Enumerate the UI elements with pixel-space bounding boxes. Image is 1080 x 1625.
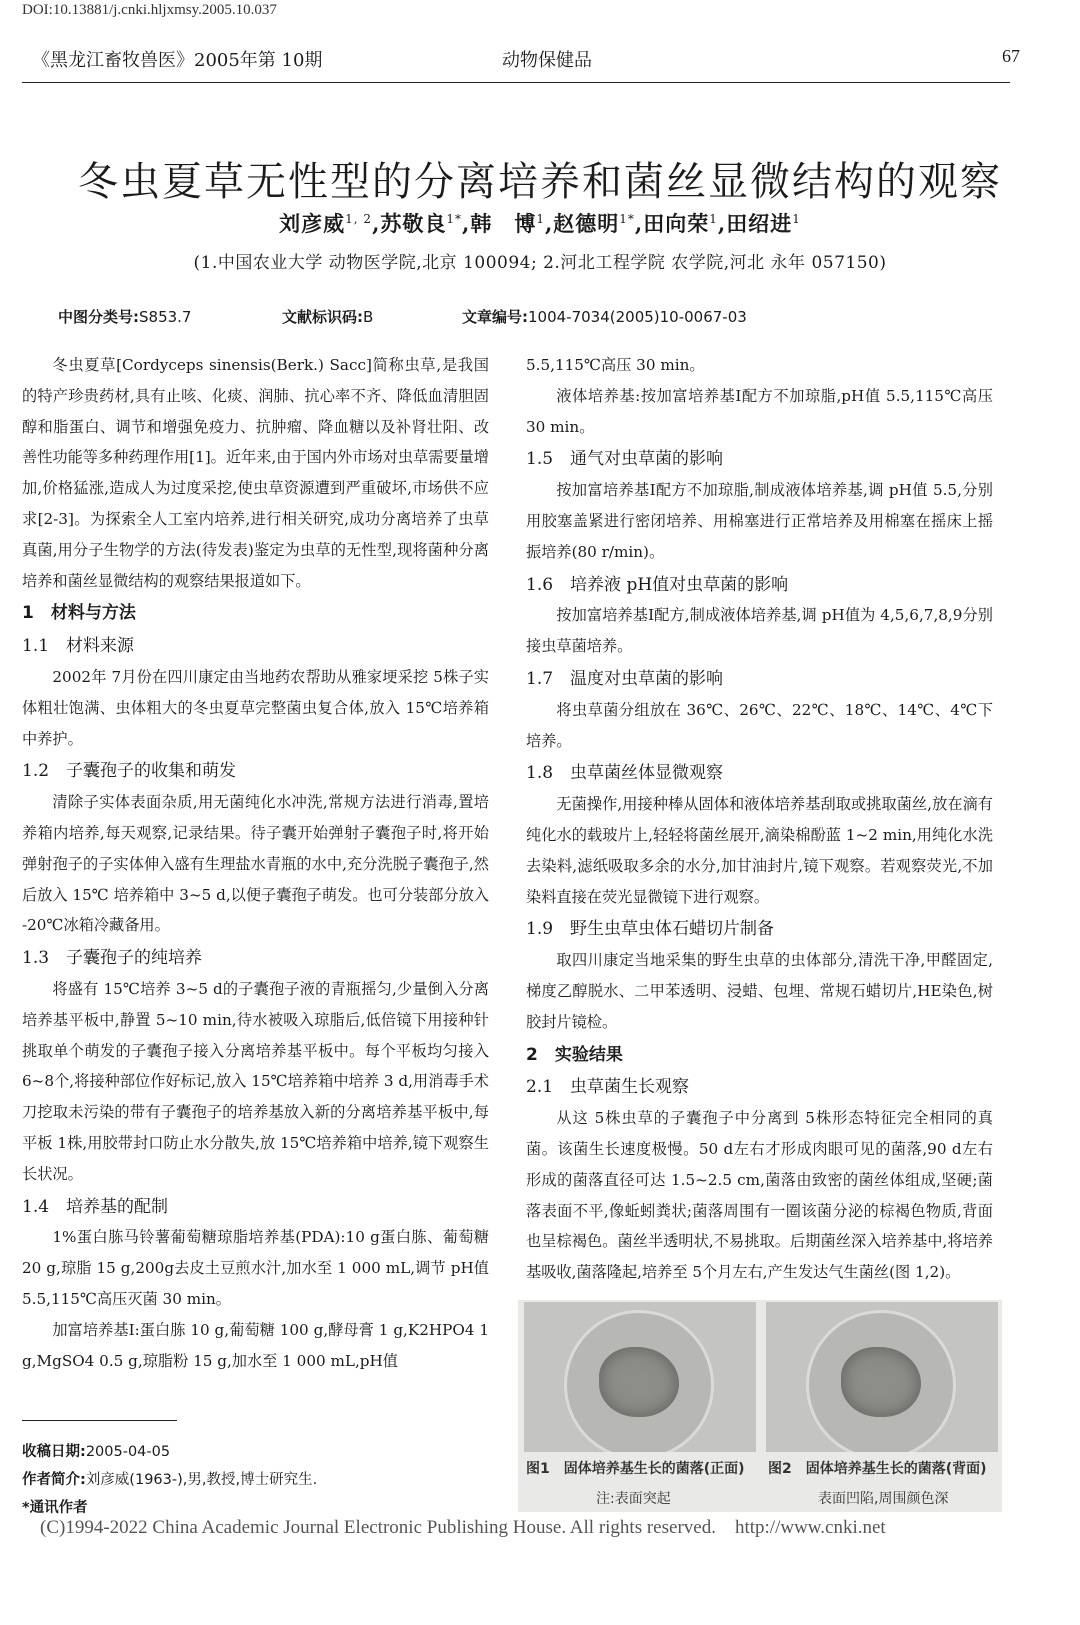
author-name: 赵德明 bbox=[553, 211, 620, 236]
received-value: 2005-04-05 bbox=[85, 1444, 171, 1460]
subsection-heading: 1.7 温度对虫草菌的影响 bbox=[526, 668, 724, 689]
footnotes bbox=[22, 1438, 317, 1522]
section-name: 动物保健品 bbox=[502, 50, 592, 71]
corresponding-author: *通讯作者 bbox=[22, 1500, 88, 1516]
art-value: 1004-7034(2005)10-0067-03 bbox=[528, 308, 747, 326]
body-paragraph: 2002年 7月份在四川康定由当地药农帮助从雅家埂采挖 5株子实体粗壮饱满、虫体粗大的冬虫夏草完整菌虫复合体,放入 15℃培养箱中养护。 bbox=[22, 667, 489, 748]
author-list: 刘彦威$^{1, 2}$,苏敬良$^{1*}$,韩 博$^1$,赵德明$^{1*}$,田向荣$^1$,田绍进$^1$ bbox=[279, 211, 801, 236]
subsection-heading: 1.6 培养液 pH值对虫草菌的影响 bbox=[526, 574, 789, 595]
doc-code bbox=[282, 306, 373, 327]
doc-value: B bbox=[363, 308, 374, 326]
author-affil-mark: 1* bbox=[619, 212, 635, 226]
figure-note: 表面凹陷,周围颜色深 bbox=[818, 1491, 949, 1507]
subsection-heading: 2.1 虫草菌生长观察 bbox=[526, 1077, 690, 1098]
petri-dish bbox=[564, 1310, 714, 1452]
doi-line: DOI:10.13881/j.cnki.hljxmsy.2005.10.037 bbox=[22, 2, 277, 18]
doc-label: 文献标识码: bbox=[282, 308, 363, 326]
figure-caption: 图1 固体培养基生长的菌落(正面) bbox=[526, 1461, 745, 1477]
author-bio bbox=[22, 1466, 317, 1494]
author-affil-mark: 1 bbox=[709, 212, 718, 226]
received-date bbox=[22, 1438, 317, 1466]
body-paragraph: 将盛有 15℃培养 3~5 d的子囊孢子液的青瓶摇匀,少量倒入分离培养基平板中,静置 5~10 min,待水被吸入琼脂后,低倍镜下用接种针挑取单个萌发的子囊孢子接入分离培养基平板中。每个平板均匀接入 6~8个,将接种部位作好标记,放入 15℃培养箱中培养 3 d,用消毒手术刀挖取未污染的带有子囊孢子的培养基放入新的分离培养基平板中,每平板 1株,用胶带封口防止水分散失,放 15℃培养箱中培养,镜下观察生长状况。 bbox=[22, 979, 489, 1183]
intro-paragraph: 冬虫夏草[Cordyceps sinensis(Berk.) Sacc]简称虫草,是我国的特产珍贵药材,具有止咳、化痰、润肺、抗心率不齐、降低血清胆固醇和脂蛋白、调节和增强免疫力、抗肿瘤、降血糖以及补肾壮阳、改善性功能等多种药理作用[1]。近年来,由于国内外市场对虫草需要量增加,价格猛涨,造成人为过度采挖,使虫草资源遭到严重破坏,市场供不应求[2-3]。为探索全人工室内培养,进行相关研究,成功分离培养了虫草真菌,用分子生物学的方法(待发表)鉴定为虫草的无性型,现将菌种分离培养和菌丝显微结构的观察结果报道如下。 bbox=[22, 356, 489, 590]
subsection-heading: 1.1 材料来源 bbox=[22, 636, 135, 657]
section-heading: 1 材料与方法 bbox=[22, 603, 136, 624]
body-paragraph: 1%蛋白胨马铃薯葡萄糖琼脂培养基(PDA):10 g蛋白胨、葡萄糖 20 g,琼脂 15 g,200g去皮土豆煎水汁,加水至 1 000 mL,调节 pH值 5.5,115℃高压灭菌 30 min。 bbox=[22, 1228, 489, 1308]
figure-note: 注:表面突起 bbox=[596, 1491, 671, 1507]
author-bio-value: 刘彦威(1963-),男,教授,博士研究生. bbox=[85, 1472, 318, 1488]
subsection-heading: 1.8 虫草菌丝体显微观察 bbox=[526, 763, 724, 784]
body-paragraph: 将虫草菌分组放在 36℃、26℃、22℃、18℃、14℃、4℃下培养。 bbox=[526, 700, 993, 750]
colony bbox=[599, 1347, 679, 1417]
author-name: 韩 博 bbox=[470, 211, 537, 236]
subsection-heading: 1.9 野生虫草虫体石蜡切片制备 bbox=[526, 919, 775, 940]
clc-label: 中图分类号: bbox=[58, 308, 139, 326]
article-number bbox=[462, 306, 747, 327]
subsection-heading: 1.3 子囊孢子的纯培养 bbox=[22, 948, 203, 969]
received-label: 收稿日期: bbox=[22, 1444, 86, 1460]
author-name: 苏敬良 bbox=[380, 211, 447, 236]
article-title: 冬虫夏草无性型的分离培养和菌丝显微结构的观察 bbox=[78, 159, 1002, 205]
body-paragraph: 5.5,115℃高压 30 min。 bbox=[526, 356, 705, 374]
author-affil-mark: 1* bbox=[446, 212, 463, 226]
author-name: 田绍进 bbox=[726, 211, 793, 236]
footnote-rule bbox=[22, 1420, 177, 1421]
right-column bbox=[526, 350, 993, 1288]
running-header bbox=[22, 46, 1020, 72]
section-heading: 2 实验结果 bbox=[526, 1044, 623, 1065]
author-affil-mark: 1, 2 bbox=[345, 212, 373, 226]
colony-photo-back bbox=[766, 1302, 998, 1452]
clc-number bbox=[58, 306, 191, 327]
body-paragraph: 无菌操作,用接种棒从固体和液体培养基刮取或挑取菌丝,放在滴有纯化水的载玻片上,轻轻将菌丝展开,滴染棉酚蓝 1~2 min,用纯化水洗去染料,滤纸吸取多余的水分,加甘油封片,镜下观察。若观察荧光,不加染料直接在荧光显微镜下进行观察。 bbox=[526, 795, 993, 906]
page-number: 67 bbox=[1002, 46, 1020, 66]
figure-caption: 图2 固体培养基生长的菌落(背面) bbox=[768, 1461, 987, 1477]
author-bio-label: 作者简介: bbox=[22, 1472, 86, 1488]
body-paragraph: 清除子实体表面杂质,用无菌纯化水冲洗,常规方法进行消毒,置培养箱内培养,每天观察,记录结果。待子囊开始弹射子囊孢子时,将开始弹射孢子的子实体伸入盛有生理盐水青瓶的水中,充分洗脱子囊孢子,然后放入 15℃ 培养箱中 3~5 d,以便子囊孢子萌发。也可分装部分放入 -20℃冰箱冷藏备用。 bbox=[22, 793, 489, 935]
body-paragraph: 取四川康定当地采集的野生虫草的虫体部分,清洗干净,甲醛固定,梯度乙醇脱水、二甲苯透明、浸蜡、包埋、常规石蜡切片,HE染色,树胶封片镜检。 bbox=[526, 951, 993, 1031]
author-affil-mark: 1 bbox=[792, 212, 801, 226]
header-rule bbox=[22, 82, 1010, 83]
author-name: 田向荣 bbox=[643, 211, 710, 236]
journal-name: 《黑龙江畜牧兽医》2005年第 10期 bbox=[32, 50, 323, 71]
colony bbox=[841, 1347, 921, 1417]
body-paragraph: 加富培养基Ⅰ:蛋白胨 10 g,葡萄糖 100 g,酵母膏 1 g,K2HPO4 1 g,MgSO4 0.5 g,琼脂粉 15 g,加水至 1 000 mL,pH值 bbox=[22, 1320, 489, 1370]
subsection-heading: 1.4 培养基的配制 bbox=[22, 1196, 169, 1217]
body-paragraph: 从这 5株虫草的子囊孢子中分离到 5株形态特征完全相同的真菌。该菌生长速度极慢。50 d左右才形成肉眼可见的菌落,90 d左右形成的菌落直径可达 1.5~2.5 cm,菌落由致密的菌丝体组成,坚硬;菌落表面不平,像蚯蚓粪状;菌落周围有一圈该菌分泌的棕褐色物质,背面也呈棕褐色。菌丝半透明状,不易挑取。后期菌丝深入培养基中,将培养基吸收,菌落隆起,培养至 5个月左右,产生发达气生菌丝(图 1,2)。 bbox=[526, 1109, 993, 1282]
body-paragraph: 按加富培养基Ⅰ配方,制成液体培养基,调 pH值为 4,5,6,7,8,9分别接虫草菌培养。 bbox=[526, 606, 993, 656]
colony-photo-front bbox=[524, 1302, 756, 1452]
art-label: 文章编号: bbox=[462, 308, 528, 326]
figure-panel bbox=[518, 1300, 1002, 1512]
copyright-line: (C)1994-2022 China Academic Journal Electronic Publishing House. All rights reserved. http://www.cnki.net bbox=[40, 1517, 886, 1538]
petri-dish bbox=[806, 1310, 956, 1452]
left-column bbox=[22, 350, 489, 1376]
body-paragraph: 按加富培养基Ⅰ配方不加琼脂,制成液体培养基,调 pH值 5.5,分别用胶塞盖紧进行密闭培养、用棉塞进行正常培养及用棉塞在摇床上摇振培养(80 r/min)。 bbox=[526, 481, 993, 561]
body-paragraph: 液体培养基:按加富培养基Ⅰ配方不加琼脂,pH值 5.5,115℃高压 30 min。 bbox=[526, 386, 993, 436]
author-name: 刘彦威 bbox=[279, 211, 346, 236]
affiliation: (1.中国农业大学 动物医学院,北京 100094; 2.河北工程学院 农学院,河北 永年 057150) bbox=[193, 253, 887, 273]
author-affil-mark: 1 bbox=[536, 212, 545, 226]
subsection-heading: 1.2 子囊孢子的收集和萌发 bbox=[22, 761, 237, 782]
subsection-heading: 1.5 通气对虫草菌的影响 bbox=[526, 449, 724, 470]
clc-value: S853.7 bbox=[139, 308, 192, 326]
